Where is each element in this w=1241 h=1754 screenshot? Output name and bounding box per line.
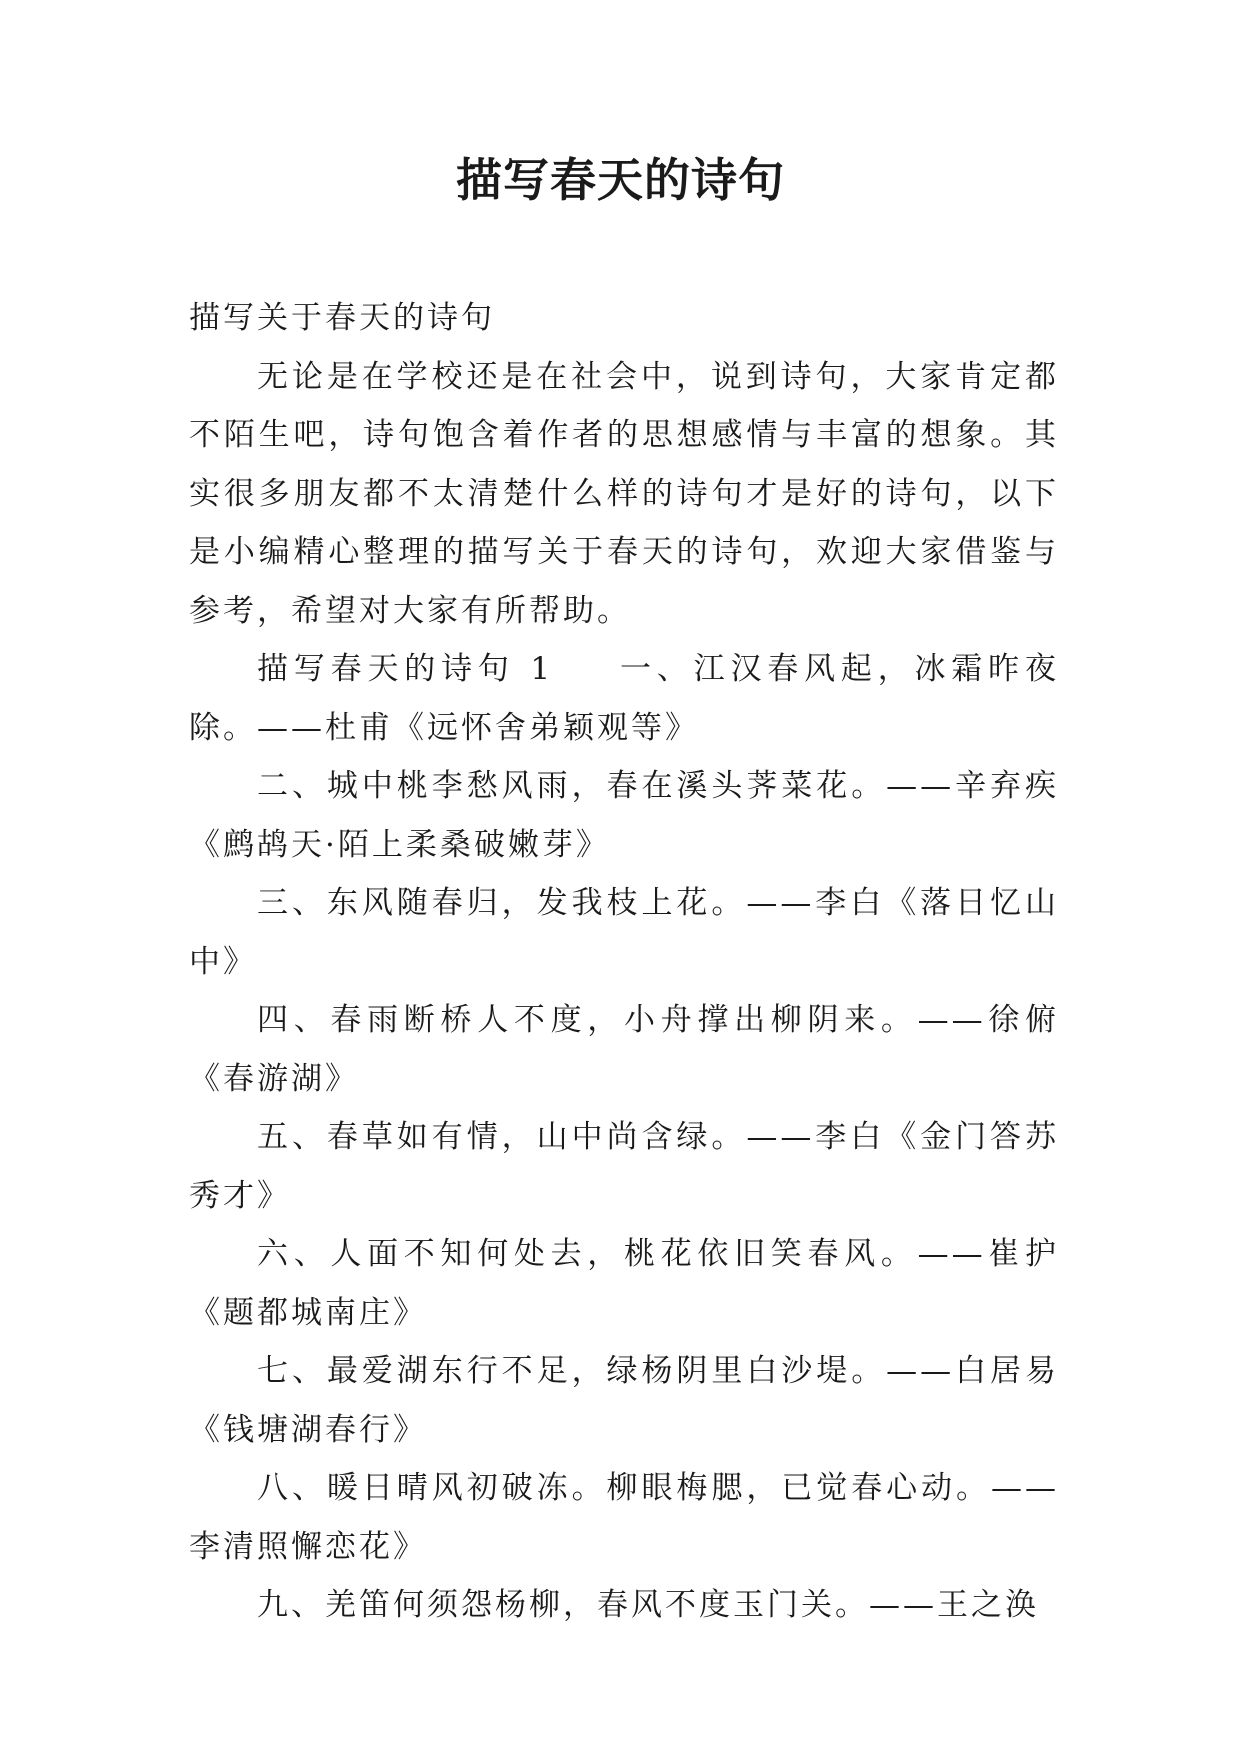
poem-line: 七、最爱湖东行不足，绿杨阴里白沙堤。——白居易《钱塘湖春行》 <box>189 1353 1059 1448</box>
intro-paragraph: 无论是在学校还是在社会中，说到诗句，大家肯定都不陌生吧，诗句饱含着作者的思想感情与丰富的想象。其实很多朋友都不太清楚什么样的诗句才是好的诗句，以下是小编精心整理的描写关于春天的诗句，欢迎大家借鉴与参考，希望对大家有所帮助。 <box>189 358 1059 629</box>
section-first-line <box>189 640 1059 757</box>
subtitle: 描写关于春天的诗句 <box>189 300 495 336</box>
section-heading: 描写春天的诗句 1 <box>257 651 554 687</box>
poem-line: 三、东风随春归，发我枝上花。——李白《落日忆山中》 <box>189 885 1059 980</box>
document-body <box>189 289 1059 1635</box>
page-title: 描写春天的诗句 <box>456 153 785 207</box>
poem-line: 六、人面不知何处去，桃花依旧笑春风。——崔护《题都城南庄》 <box>189 1236 1059 1331</box>
poem-line: 八、暖日晴风初破冻。柳眼梅腮，已觉春心动。——李清照懈恋花》 <box>189 1470 1059 1565</box>
poem-line: 二、城中桃李愁风雨，春在溪头荠菜花。——辛弃疾《鹧鸪天·陌上柔桑破嫩芽》 <box>189 768 1059 863</box>
poem-line: 四、春雨断桥人不度，小舟撑出柳阴来。——徐俯《春游湖》 <box>189 1002 1059 1097</box>
poem-line: 一、江汉春风起，冰霜昨夜除。——杜甫《远怀舍弟颖观等》 <box>189 651 1060 746</box>
poem-line: 五、春草如有情，山中尚含绿。——李白《金门答苏秀才》 <box>189 1119 1059 1214</box>
poem-line: 九、羌笛何须怨杨柳，春风不度玉门关。——王之涣 <box>257 1587 1039 1623</box>
